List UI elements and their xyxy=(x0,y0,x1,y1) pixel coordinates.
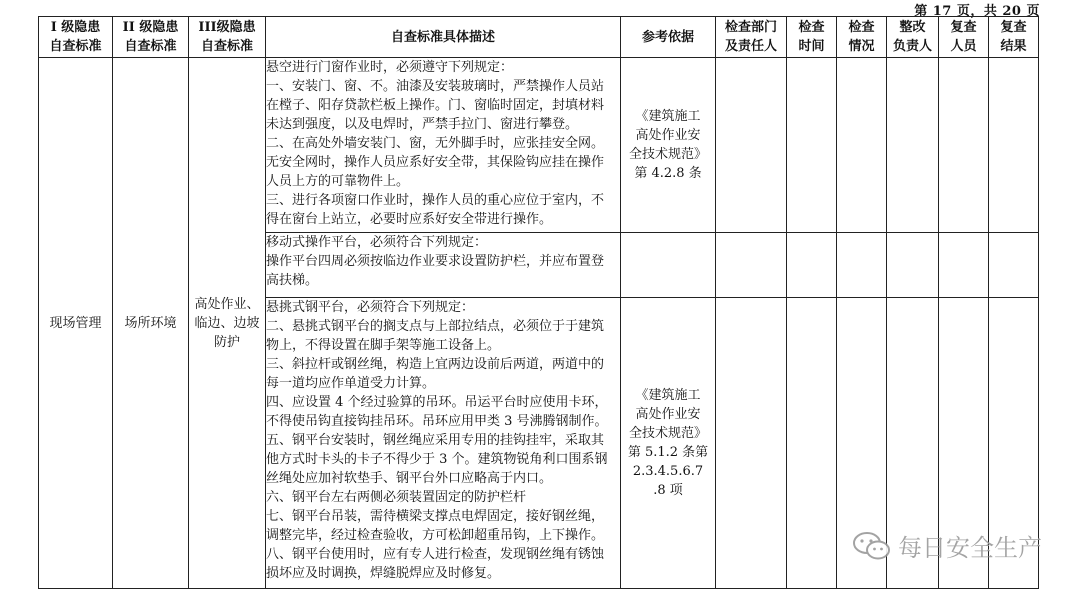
department-cell xyxy=(716,58,787,233)
table-row xyxy=(39,58,1039,233)
basis-cell xyxy=(621,233,716,298)
rectify-owner-cell xyxy=(887,58,939,233)
header-level1: I 级隐患 自查标准 xyxy=(39,17,113,58)
check-status-cell xyxy=(837,58,887,233)
basis-cell: 《建筑施工 高处作业安 全技术规范》 第 4.2.8 条 xyxy=(621,58,716,233)
header-recheck-result: 复查 结果 xyxy=(989,17,1039,58)
check-time-cell xyxy=(787,58,837,233)
recheck-person-cell xyxy=(939,233,989,298)
inspection-table xyxy=(38,16,1039,589)
header-department: 检查部门 及责任人 xyxy=(716,17,787,58)
department-cell xyxy=(716,233,787,298)
description-cell: 悬挑式钢平台，必须符合下列规定： 二、悬挑式钢平台的搁支点与上部拉结点，必须位于于建筑 物上，不得设置在脚手架等施工设备上。 三、斜拉杆或钢丝绳，构造上宜两边设前后两道，两道中的 每一道均应作单道受力计算。 四、应设置 4 个经过验算的吊环。吊运平台时应使用卡环， 不得使吊钩直接钩挂吊环。吊环应用甲类 3 号沸腾钢制作。 五、钢平台安装时，钢丝绳应采用专用的挂钩挂牢，采取其 他方式时卡头的卡子不得少于 3 个。建筑物锐角利口围系钢 丝绳处应加衬软垫手、钢平台外口应略高于内口。 六、钢平台左右两侧必须装置固定的防护栏杆 七、钢平台吊装，需待横梁支撑点电焊固定，接好钢丝绳， 调整完毕，经过检查验收，方可松卸超重吊钩，上下操作。 八、钢平台使用时，应有专人进行检查，发现钢丝绳有锈蚀 损坏应及时调换，焊缝脱焊应及时修复。 xyxy=(266,298,621,589)
header-level2: II 级隐患 自查标准 xyxy=(113,17,189,58)
page-number: 第 17 页，共 20 页 xyxy=(914,4,1040,19)
wechat-icon xyxy=(852,531,892,561)
check-time-cell xyxy=(787,233,837,298)
check-time-cell xyxy=(787,298,837,589)
level3-cell: 高处作业、 临边、边坡 防护 xyxy=(189,58,266,589)
level1-cell: 现场管理 xyxy=(39,58,113,589)
header-rectify-owner: 整改 负责人 xyxy=(887,17,939,58)
recheck-result-cell xyxy=(989,58,1039,233)
header-basis: 参考依据 xyxy=(621,17,716,58)
check-status-cell xyxy=(837,233,887,298)
header-description: 自查标准具体描述 xyxy=(266,17,621,58)
level2-cell: 场所环境 xyxy=(113,58,189,589)
recheck-person-cell xyxy=(939,58,989,233)
header-row xyxy=(39,17,1039,58)
header-check-status: 检查 情况 xyxy=(837,17,887,58)
rectify-owner-cell xyxy=(887,233,939,298)
header-recheck-person: 复查 人员 xyxy=(939,17,989,58)
header-check-time: 检查 时间 xyxy=(787,17,837,58)
basis-cell: 《建筑施工 高处作业安 全技术规范》 第 5.1.2 条第 2.3.4.5.6.7 .8 项 xyxy=(621,298,716,589)
description-cell: 移动式操作平台，必须符合下列规定： 操作平台四周必须按临边作业要求设置防护栏，并应布置登 高扶梯。 xyxy=(266,233,621,298)
watermark xyxy=(852,528,1042,563)
description-cell: 悬空进行门窗作业时，必须遵守下列规定： 一、安装门、窗、不。油漆及安装玻璃时，严禁操作人员站 在樘子、阳存贷款栏板上操作。门、窗临时固定，封填材料 未达到强度，以及电焊时，严禁手拉门、窗进行攀登。 二、在高处外墙安装门、窗，无外脚手时，应张挂安全网。 无安全网时，操作人员应系好安全带，其保险钩应挂在操作 人员上方的可靠物件上。 三、进行各项窗口作业时，操作人员的重心应位于室内，不 得在窗台上站立，必要时应系好安全带进行操作。 xyxy=(266,58,621,233)
watermark-text: 每日安全生产 xyxy=(898,534,1042,562)
department-cell xyxy=(716,298,787,589)
recheck-result-cell xyxy=(989,233,1039,298)
header-level3: III级隐患 自查标准 xyxy=(189,17,266,58)
